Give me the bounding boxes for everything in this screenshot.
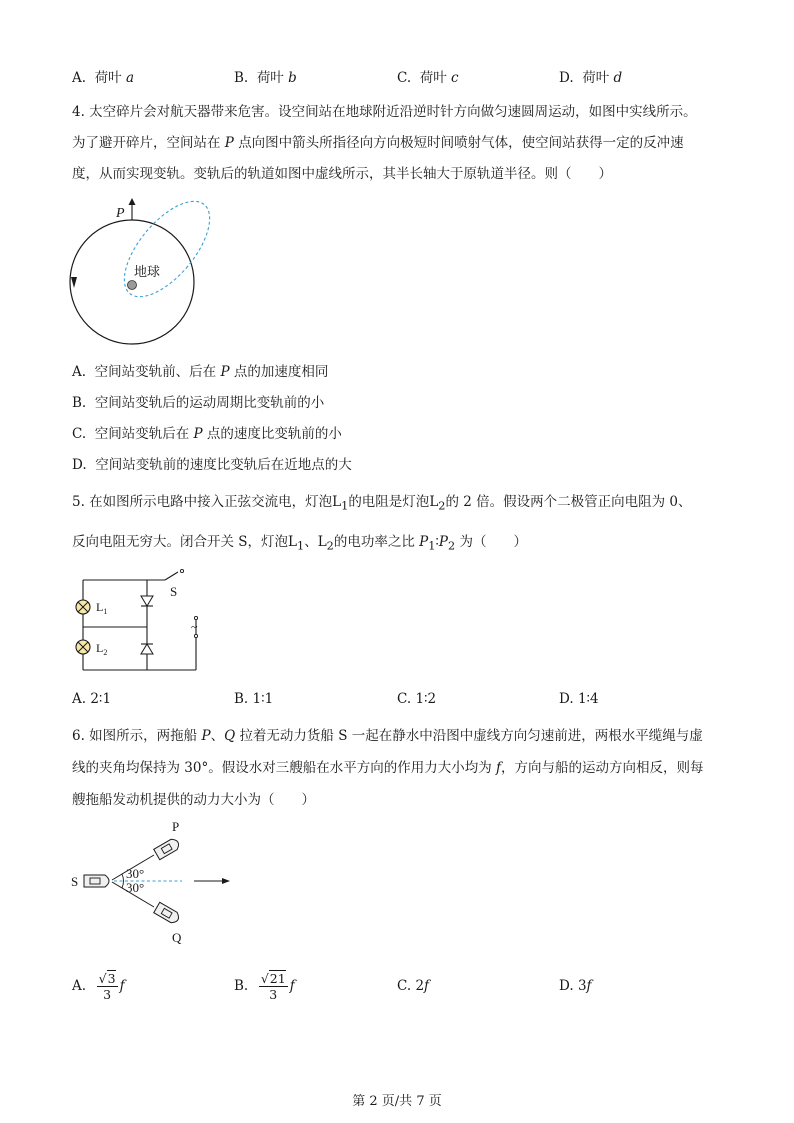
angle-bottom-label: 30° [126,880,145,895]
elliptical-orbit [109,196,216,311]
q-ship-label: Q [172,930,182,945]
q5-line-2: 反向电阻无穷大。闭合开关 S，灯泡$L_1$、$L_2$的电功率之比 $P_1∶P_2$ 为（ ） [72,534,527,553]
q6-option-a: A. $\frac{√3}{3}$ f [72,971,125,1002]
q4-option-d: D. 空间站变轨前的速度比变轨后在近地点的大 [72,457,352,473]
lamp-l1-icon [76,600,90,614]
q5-option-d: D. 1∶4 [559,691,599,707]
ac-terminal-bottom [194,634,197,637]
fraction-sqrt3-over-3: $\frac{√3}{3}$ [98,971,116,1002]
q4-line-3: 度，从而实现变轨。变轨后的轨道如图中虚线所示，其半长轴大于原轨道半径。则（ ） [72,166,612,182]
p-ship-label: P [172,819,180,834]
earth-label: 地球 [134,265,161,280]
diode-upper-icon [141,596,153,606]
q6-line-3: 艘拖船发动机提供的动力大小为（ ） [72,792,315,808]
switch-label: S [170,584,178,599]
l1-label: $L_1$ [96,600,108,616]
switch-contact [180,569,183,572]
q6-options [72,966,732,1006]
orbit-direction-arrow [71,277,77,288]
q3-option-a: A. 荷叶 a [72,70,134,86]
q5-option-a: A. 2∶1 [72,691,112,707]
q4-line-1: 4. 太空碎片会对航天器带来危害。设空间站在地球附近沿逆时针方向做匀速圆周运动，如图中实线所示。 [72,104,697,120]
angle-top-label: 30° [126,866,145,881]
q4-option-b: B. 空间站变轨后的运动周期比变轨前的小 [72,395,325,411]
p-label: P [116,206,125,221]
s-ship-label: S [71,874,79,889]
q4-line-2: 为了避开碎片，空间站在 P 点向图中箭头所指径向方向极短时间喷射气体，使空间站获得一定的反冲速 [72,135,684,151]
fraction-sqrt21-over-3: $\frac{√21}{3}$ [260,971,286,1002]
q5-circuit-figure [70,568,210,678]
ship-q-icon [154,902,181,925]
ship-p-icon [154,837,181,860]
q3-options [72,66,732,86]
q4-option-c: C. 空间站变轨后在 P 点的速度比变轨前的小 [72,426,342,442]
q3-option-b: B. 荷叶 b [234,70,297,86]
q6-ships-figure [68,816,238,950]
q3-option-d: D. 荷叶 d [559,70,623,86]
q5-option-b: B. 1∶1 [234,691,274,707]
q5-options [72,691,732,711]
q3-option-c: C. 荷叶 c [397,70,459,86]
q5-line-1: 5. 在如图所示电路中接入正弦交流电，灯泡$L_1$的电阻是灯泡$L_2$的 2 倍。假设两个二极管正向电阻为 0、 [72,494,692,513]
q4-option-a: A. 空间站变轨前、后在 P 点的加速度相同 [72,364,329,380]
ac-source-label: ~ [191,620,198,634]
lamp-l2-icon [76,640,90,654]
earth-dot [128,281,137,290]
diode-lower-icon [141,644,153,654]
q6-option-c: C. 2f [397,978,430,994]
q6-line-1: 6. 如图所示，两拖船 P、Q 拉着无动力货船 S 一起在静水中沿图中虚线方向匀速前进，两根水平缆绳与虚 [72,728,703,744]
ship-s-icon [84,875,109,887]
page-footer: 第 2 页/共 7 页 [352,1094,442,1109]
q6-option-b: B. $\frac{√21}{3}$ f [234,971,295,1002]
l2-label: $L_2$ [96,641,108,657]
q5-option-c: C. 1∶2 [397,691,437,707]
q6-line-2: 线的夹角均保持为 30°。假设水对三艘船在水平方向的作用力大小均为 f，方向与船的运动方向相反，则每 [72,760,704,776]
q6-option-d: D. 3f [559,978,592,994]
q4-orbit-figure [66,196,216,346]
